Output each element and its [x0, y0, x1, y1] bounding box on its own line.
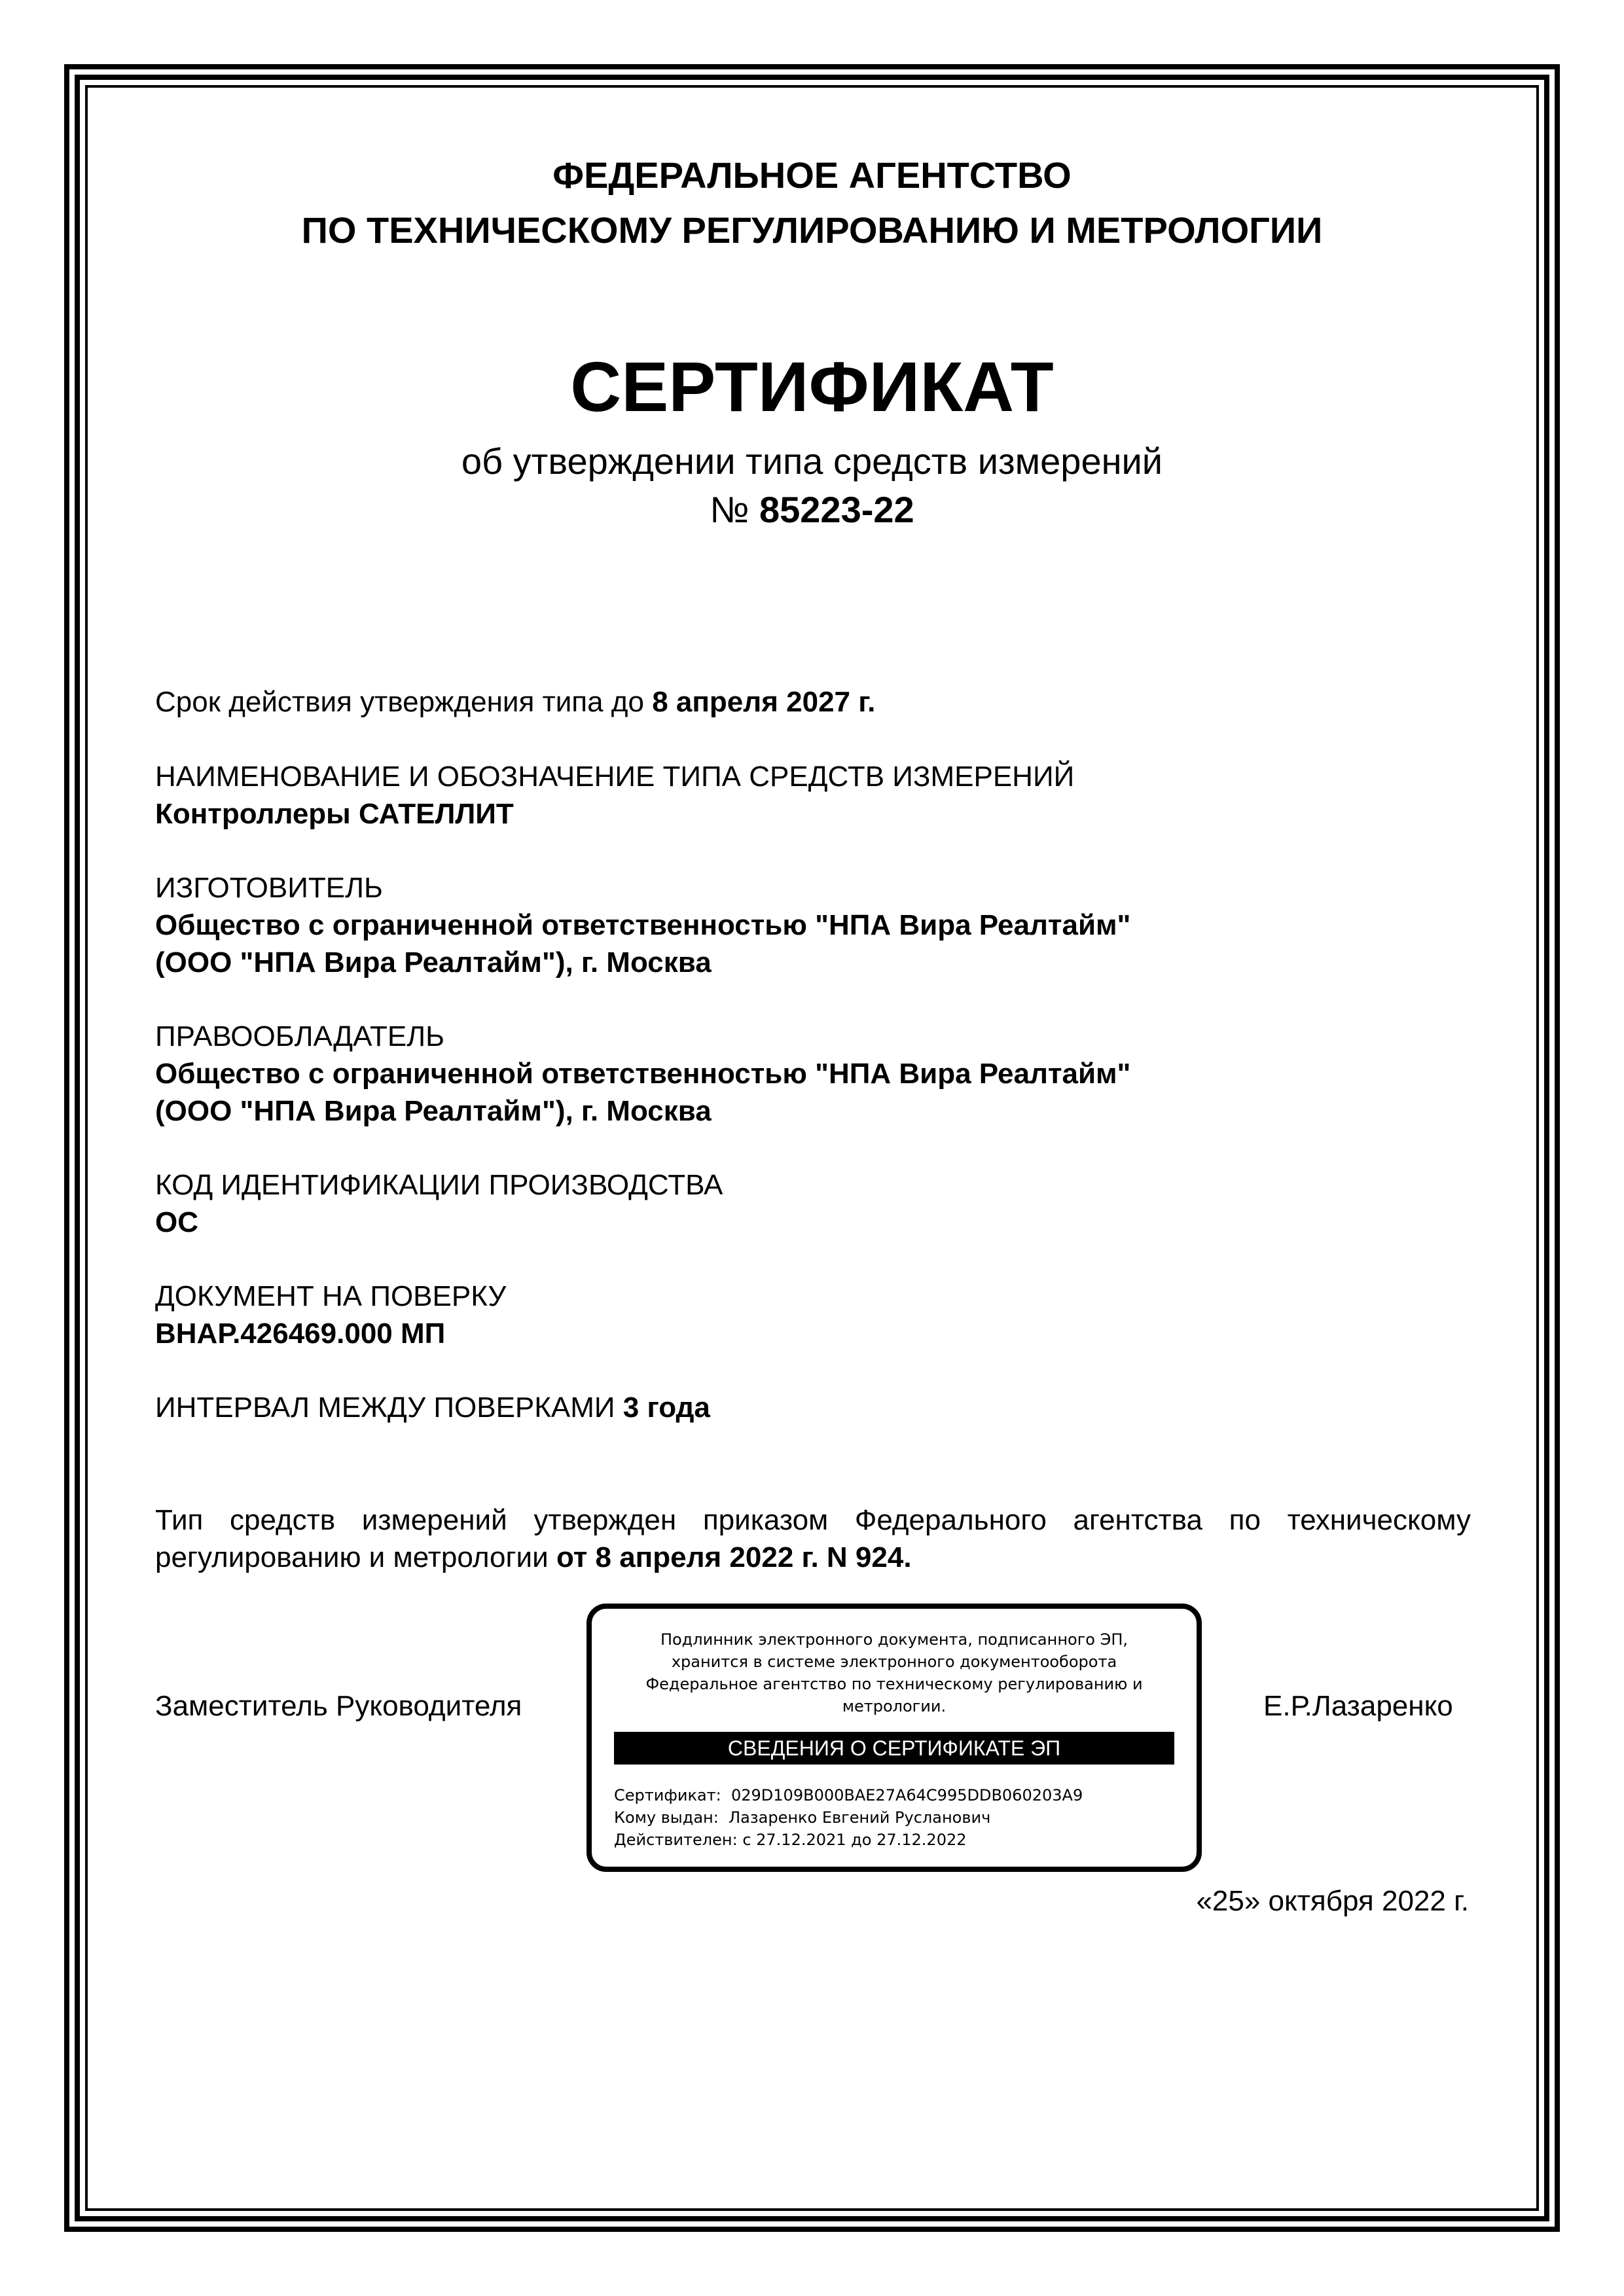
- order-text: Тип средств измерений утвержден приказом Федерального агентства по техническому регулированию и метрологии: [155, 1504, 1471, 1573]
- manufacturer-label: ИЗГОТОВИТЕЛЬ: [155, 872, 383, 904]
- stamp-note-line-4: метрологии.: [842, 1697, 947, 1715]
- interval-line: [155, 1389, 1471, 1426]
- right-holder-section: [155, 1018, 1471, 1130]
- agency-line-1: ФЕДЕРАЛЬНОЕ АГЕНТСТВО: [552, 154, 1072, 196]
- production-code-section: [155, 1166, 1471, 1241]
- production-code-label: КОД ИДЕНТИФИКАЦИИ ПРОИЗВОДСТВА: [155, 1169, 723, 1201]
- electronic-signature-stamp: [586, 1604, 1202, 1872]
- order-value: от 8 апреля 2022 г. N 924.: [556, 1541, 912, 1573]
- validity-label: Срок действия утверждения типа до: [155, 686, 644, 718]
- stamp-info: [614, 1784, 1083, 1851]
- agency-header: [0, 148, 1624, 258]
- verification-doc-section: [155, 1278, 1471, 1352]
- stamp-issued-value: Лазаренко Евгений Русланович: [729, 1808, 991, 1827]
- manufacturer-section: [155, 869, 1471, 981]
- right-holder-line-2: (ООО "НПА Вира Реалтайм"), г. Москва: [155, 1095, 712, 1127]
- stamp-issued-label: Кому выдан:: [614, 1808, 719, 1827]
- interval-label: ИНТЕРВАЛ МЕЖДУ ПОВЕРКАМИ: [155, 1391, 615, 1424]
- manufacturer-line-1: Общество с ограниченной ответственностью "НПА Вира Реалтайм": [155, 909, 1131, 941]
- certificate-title: СЕРТИФИКАТ: [570, 347, 1054, 426]
- validity-line: [155, 683, 1471, 721]
- stamp-cert-label: Сертификат:: [614, 1786, 721, 1804]
- manufacturer-line-2: (ООО "НПА Вира Реалтайм"), г. Москва: [155, 946, 712, 978]
- stamp-valid-value: с 27.12.2021 до 27.12.2022: [742, 1831, 967, 1849]
- right-holder-label: ПРАВООБЛАДАТЕЛЬ: [155, 1020, 444, 1052]
- stamp-note-line-1: Подлинник электронного документа, подписанного ЭП,: [660, 1630, 1128, 1649]
- interval-value: 3 года: [623, 1391, 710, 1424]
- number-prefix: №: [710, 489, 749, 530]
- stamp-cert-value: 029D109B000BAE27A64C995DDB060203A9: [731, 1786, 1083, 1804]
- signatory-name: Е.Р.Лазаренко: [1263, 1690, 1453, 1722]
- stamp-cert-row: [614, 1784, 1083, 1806]
- number-value: 85223-22: [759, 489, 914, 530]
- type-name-label: НАИМЕНОВАНИЕ И ОБОЗНАЧЕНИЕ ТИПА СРЕДСТВ ИЗМЕРЕНИЙ: [155, 761, 1075, 793]
- verification-doc-label: ДОКУМЕНТ НА ПОВЕРКУ: [155, 1280, 507, 1312]
- stamp-note-line-2: хранится в системе электронного документооборота: [671, 1653, 1117, 1671]
- issue-date: «25» октября 2022 г.: [1196, 1885, 1469, 1917]
- signatory-position: Заместитель Руководителя: [155, 1690, 522, 1722]
- stamp-issued-row: [614, 1806, 1083, 1829]
- production-code-value: ОС: [155, 1206, 198, 1238]
- certificate-subtitle: об утверждении типа средств измерений: [461, 440, 1163, 482]
- stamp-note: [605, 1628, 1183, 1717]
- order-paragraph: [155, 1501, 1471, 1576]
- stamp-valid-label: Действителен:: [614, 1831, 738, 1849]
- type-name-section: [155, 758, 1471, 833]
- stamp-valid-row: [614, 1829, 1083, 1851]
- stamp-header: СВЕДЕНИЯ О СЕРТИФИКАТЕ ЭП: [614, 1732, 1174, 1765]
- agency-line-2: ПО ТЕХНИЧЕСКОМУ РЕГУЛИРОВАНИЮ И МЕТРОЛОГИИ: [301, 209, 1323, 251]
- stamp-note-line-3: Федеральное агентство по техническому регулированию и: [645, 1675, 1143, 1693]
- type-name-value: Контроллеры САТЕЛЛИТ: [155, 798, 514, 830]
- right-holder-line-1: Общество с ограниченной ответственностью "НПА Вира Реалтайм": [155, 1058, 1131, 1090]
- certificate-number: [0, 488, 1624, 531]
- verification-doc-value: ВНАР.426469.000 МП: [155, 1318, 446, 1350]
- validity-value: 8 апреля 2027 г.: [652, 686, 876, 718]
